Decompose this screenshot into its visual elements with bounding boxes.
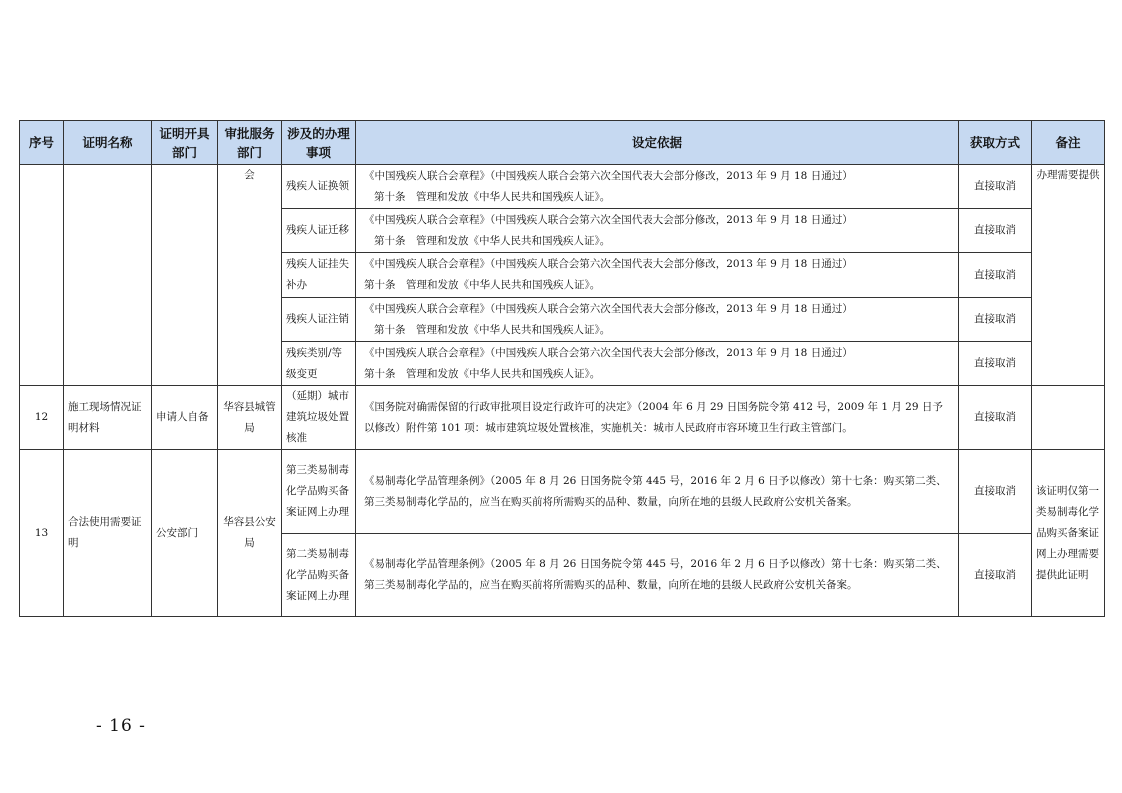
matter-cell: 残疾人证迁移 — [282, 209, 356, 253]
basis-line: 《中国残疾人联合会章程》（中国残疾人联合会第六次全国代表大会部分修改，2013 年 9 月 18 日通过） — [364, 346, 853, 359]
seq-cell: 13 — [20, 450, 64, 617]
method-cell: 直接取消 — [959, 342, 1032, 386]
method-cell: 直接取消 — [959, 450, 1032, 534]
matter-cell: 第二类易制毒化学品购买备案证网上办理 — [282, 534, 356, 617]
remark-cell: 办理需要提供 — [1032, 165, 1105, 386]
header-basis: 设定依据 — [356, 121, 959, 165]
matter-cell: 第三类易制毒化学品购买备案证网上办理 — [282, 450, 356, 534]
basis-cell — [356, 209, 959, 253]
seq-cell-empty — [20, 165, 64, 386]
header-name: 证明名称 — [64, 121, 152, 165]
certificate-table — [19, 120, 1105, 617]
name-cell: 施工现场情况证明材料 — [64, 386, 152, 450]
matter-cell: 残疾类别/等级变更 — [282, 342, 356, 386]
header-issuer: 证明开具部门 — [152, 121, 218, 165]
issuer-cell-empty — [152, 165, 218, 386]
header-approver: 审批服务部门 — [218, 121, 282, 165]
basis-cell — [356, 253, 959, 298]
header-matter: 涉及的办理事项 — [282, 121, 356, 165]
basis-line: 《中国残疾人联合会章程》（中国残疾人联合会第六次全国代表大会部分修改，2013 年 9 月 18 日通过） — [364, 169, 853, 182]
approver-cell: 会 — [218, 165, 282, 386]
approver-cell: 华容县公安局 — [218, 450, 282, 617]
method-cell: 直接取消 — [959, 386, 1032, 450]
basis-line: 第十条 管理和发放《中华人民共和国残疾人证》。 — [364, 367, 601, 380]
header-remark: 备注 — [1032, 121, 1105, 165]
table-header-row — [20, 121, 1105, 165]
method-cell: 直接取消 — [959, 253, 1032, 298]
header-seq: 序号 — [20, 121, 64, 165]
method-cell: 直接取消 — [959, 165, 1032, 209]
page-number: - 16 - — [96, 716, 146, 736]
method-cell: 直接取消 — [959, 209, 1032, 253]
basis-line: 《中国残疾人联合会章程》（中国残疾人联合会第六次全国代表大会部分修改，2013 年 9 月 18 日通过） — [364, 213, 853, 226]
basis-cell — [356, 298, 959, 342]
method-cell: 直接取消 — [959, 534, 1032, 617]
basis-cell: 《易制毒化学品管理条例》（2005 年 8 月 26 日国务院令第 445 号，2016 年 2 月 6 日予以修改）第十七条：购买第二类、第三类易制毒化学品的，应当在购买前将所需购买的品种、数量，向所在地的县级人民政府公安机关备案。 — [356, 534, 959, 617]
table-row — [20, 450, 1105, 534]
basis-line: 《中国残疾人联合会章程》（中国残疾人联合会第六次全国代表大会部分修改，2013 年 9 月 18 日通过） — [364, 258, 853, 270]
basis-line: 第十条 管理和发放《中华人民共和国残疾人证》。 — [364, 279, 601, 291]
basis-line: 第十条 管理和发放《中华人民共和国残疾人证》。 — [374, 323, 611, 336]
matter-cell: 残疾人证换领 — [282, 165, 356, 209]
name-cell: 合法使用需要证明 — [64, 450, 152, 617]
table-row — [20, 386, 1105, 450]
header-method: 获取方式 — [959, 121, 1032, 165]
matter-cell: 残疾人证挂失补办 — [282, 253, 356, 298]
matter-cell: 残疾人证注销 — [282, 298, 356, 342]
remark-cell: 该证明仅第一类易制毒化学品购买备案证网上办理需要提供此证明 — [1032, 450, 1105, 617]
basis-line: 第十条 管理和发放《中华人民共和国残疾人证》。 — [374, 190, 611, 203]
seq-cell: 12 — [20, 386, 64, 450]
basis-line: 《中国残疾人联合会章程》（中国残疾人联合会第六次全国代表大会部分修改，2013 年 9 月 18 日通过） — [364, 302, 853, 315]
basis-cell: 《易制毒化学品管理条例》（2005 年 8 月 26 日国务院令第 445 号，2016 年 2 月 6 日予以修改）第十七条：购买第二类、第三类易制毒化学品的，应当在购买前将所需购买的品种、数量，向所在地的县级人民政府公安机关备案。 — [356, 450, 959, 534]
issuer-cell: 申请人自备 — [152, 386, 218, 450]
method-cell: 直接取消 — [959, 298, 1032, 342]
remark-cell — [1032, 386, 1105, 450]
name-cell-empty — [64, 165, 152, 386]
table-row — [20, 165, 1105, 209]
basis-cell — [356, 342, 959, 386]
matter-cell: （延期）城市建筑垃圾处置核准 — [282, 386, 356, 450]
approver-cell: 华容县城管局 — [218, 386, 282, 450]
basis-line: 第十条 管理和发放《中华人民共和国残疾人证》。 — [374, 234, 611, 247]
basis-cell: 《国务院对确需保留的行政审批项目设定行政许可的决定》（2004 年 6 月 29 日国务院令第 412 号，2009 年 1 月 29 日予以修改）附件第 101 项：城市建筑垃圾处置核准，实施机关：城市人民政府市容环境卫生行政主管部门。 — [356, 386, 959, 450]
issuer-cell: 公安部门 — [152, 450, 218, 617]
basis-cell — [356, 165, 959, 209]
